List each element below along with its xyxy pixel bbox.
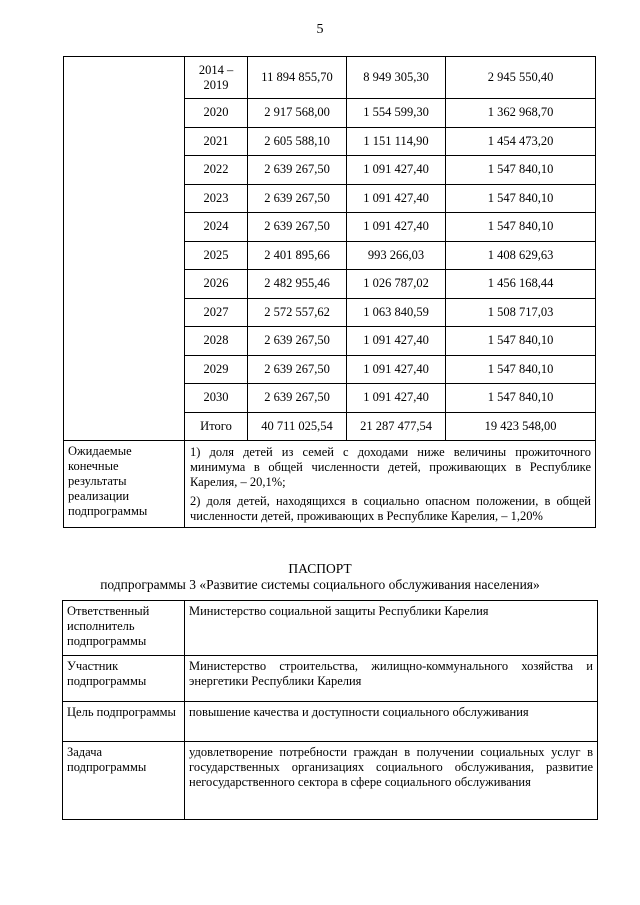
year-cell: 2026 xyxy=(185,270,248,299)
passport-label: Участник подпрограммы xyxy=(63,656,185,702)
total-cell: 2 605 588,10 xyxy=(248,127,347,156)
year-cell: Итого xyxy=(185,412,248,441)
federal-cell: 1 091 427,40 xyxy=(347,156,446,185)
regional-cell: 1 547 840,10 xyxy=(446,156,596,185)
passport-value: Министерство социальной защиты Республики Карелия xyxy=(185,601,598,656)
passport-subtitle: подпрограммы 3 «Развитие системы социального обслуживания населения» xyxy=(100,577,540,592)
funding-table-body xyxy=(64,57,596,528)
federal-cell: 1 063 840,59 xyxy=(347,298,446,327)
passport-label: Задача подпрограммы xyxy=(63,742,185,820)
regional-cell: 1 456 168,44 xyxy=(446,270,596,299)
page-number: 5 xyxy=(316,22,324,37)
federal-cell: 1 091 427,40 xyxy=(347,184,446,213)
total-cell: 40 711 025,54 xyxy=(248,412,347,441)
expected-result-item: 2) доля детей, находящихся в социально опасном положении, в общей численности детей, проживающих в Республике Карелия, – 1,20% xyxy=(190,494,591,523)
year-cell: 2030 xyxy=(185,384,248,413)
federal-cell: 8 949 305,30 xyxy=(347,57,446,99)
total-cell: 2 639 267,50 xyxy=(248,156,347,185)
federal-cell: 1 026 787,02 xyxy=(347,270,446,299)
expected-result-item: 1) доля детей из семей с доходами ниже величины прожиточного минимума в общей численности детей, проживающих в Республике Карелия, – 20,1%; xyxy=(190,445,591,489)
federal-cell: 21 287 477,54 xyxy=(347,412,446,441)
year-cell: 2029 xyxy=(185,355,248,384)
passport-label: Цель подпрограммы xyxy=(63,702,185,742)
federal-cell: 1 151 114,90 xyxy=(347,127,446,156)
total-cell: 2 917 568,00 xyxy=(248,99,347,128)
funding-blank-cell xyxy=(64,57,185,441)
passport-table xyxy=(62,600,598,820)
passport-row xyxy=(63,656,598,702)
regional-cell: 1 508 717,03 xyxy=(446,298,596,327)
year-cell: 2024 xyxy=(185,213,248,242)
year-cell: 2025 xyxy=(185,241,248,270)
regional-cell: 1 547 840,10 xyxy=(446,355,596,384)
year-cell: 2014 – 2019 xyxy=(185,57,248,99)
federal-cell: 1 091 427,40 xyxy=(347,355,446,384)
expected-results-label: Ожидаемые конечные результаты реализации подпрограммы xyxy=(64,441,185,528)
total-cell: 11 894 855,70 xyxy=(248,57,347,99)
passport-title: ПАСПОРТ xyxy=(288,561,352,576)
total-cell: 2 639 267,50 xyxy=(248,327,347,356)
passport-value: повышение качества и доступности социального обслуживания xyxy=(185,702,598,742)
year-cell: 2028 xyxy=(185,327,248,356)
total-cell: 2 572 557,62 xyxy=(248,298,347,327)
regional-cell: 1 547 840,10 xyxy=(446,327,596,356)
year-cell: 2027 xyxy=(185,298,248,327)
year-cell: 2023 xyxy=(185,184,248,213)
federal-cell: 1 554 599,30 xyxy=(347,99,446,128)
regional-cell: 1 454 473,20 xyxy=(446,127,596,156)
regional-cell: 19 423 548,00 xyxy=(446,412,596,441)
passport-row xyxy=(63,702,598,742)
total-cell: 2 639 267,50 xyxy=(248,184,347,213)
total-cell: 2 639 267,50 xyxy=(248,384,347,413)
funding-row xyxy=(64,57,596,99)
year-cell: 2022 xyxy=(185,156,248,185)
federal-cell: 1 091 427,40 xyxy=(347,384,446,413)
passport-label: Ответственный исполнитель подпрограммы xyxy=(63,601,185,656)
total-cell: 2 401 895,66 xyxy=(248,241,347,270)
total-cell: 2 639 267,50 xyxy=(248,355,347,384)
year-cell: 2021 xyxy=(185,127,248,156)
passport-row xyxy=(63,601,598,656)
total-cell: 2 482 955,46 xyxy=(248,270,347,299)
federal-cell: 1 091 427,40 xyxy=(347,213,446,242)
federal-cell: 1 091 427,40 xyxy=(347,327,446,356)
expected-results-cell xyxy=(185,441,596,528)
passport-row xyxy=(63,742,598,820)
total-cell: 2 639 267,50 xyxy=(248,213,347,242)
regional-cell: 1 408 629,63 xyxy=(446,241,596,270)
results-row xyxy=(64,441,596,528)
regional-cell: 1 547 840,10 xyxy=(446,213,596,242)
regional-cell: 1 547 840,10 xyxy=(446,384,596,413)
federal-cell: 993 266,03 xyxy=(347,241,446,270)
passport-value: Министерство строительства, жилищно-коммунального хозяйства и энергетики Республики Карелия xyxy=(185,656,598,702)
passport-value: удовлетворение потребности граждан в получении социальных услуг в государственных организациях социального обслуживания, развитие негосударственного сектора в сфере социального обслуживания xyxy=(185,742,598,820)
regional-cell: 1 362 968,70 xyxy=(446,99,596,128)
funding-table xyxy=(63,56,596,528)
year-cell: 2020 xyxy=(185,99,248,128)
regional-cell: 1 547 840,10 xyxy=(446,184,596,213)
regional-cell: 2 945 550,40 xyxy=(446,57,596,99)
